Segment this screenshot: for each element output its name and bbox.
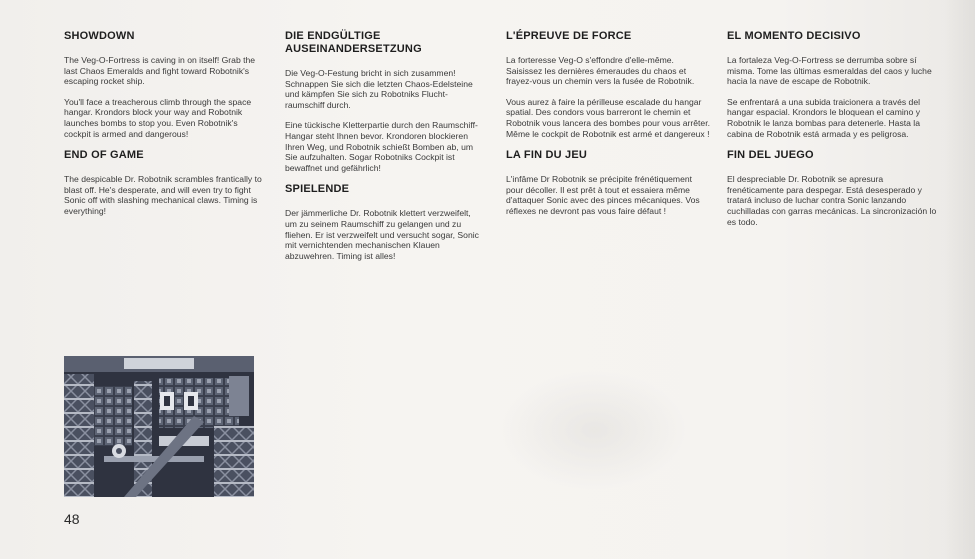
page-edge-shadow bbox=[945, 0, 975, 559]
paragraph: El despreciable Dr. Robotnik se apresura frenéticamente para despegar. Está desesperado y tratará incluso de luchar contra Sonic lanzando cuchilladas con garras mecánicas. La sincronización lo es todo. bbox=[727, 174, 937, 227]
section-heading-spielende: SPIELENDE bbox=[285, 183, 350, 196]
section-heading-epreuve-de-force: L'ÉPREUVE DE FORCE bbox=[506, 30, 632, 42]
paragraph: Eine tückische Kletterpartie durch den Raumschiff-Hangar steht Ihnen bevor. Krondoren blockieren Ihren Weg, und Robotnik schießt Bomben ab, um Sie aufzuhalten. Sogar Robotniks Cockpit ist bewaffnet und gefährlich! bbox=[285, 120, 478, 173]
section-heading-die-endgueltige: DIE ENDGÜLTIGE AUSEINANDERSETZUNG bbox=[285, 30, 422, 55]
page-number: 48 bbox=[64, 511, 80, 527]
section-heading-end-of-game: END OF GAME bbox=[64, 149, 144, 162]
section-heading-la-fin-du-jeu: LA FIN DU JEU bbox=[506, 149, 588, 162]
paragraph: La forteresse Veg-O s'effondre d'elle-même. Saisissez les dernières émeraudes du chaos et frayez-vous un chemin vers la fusée de Robotnik. bbox=[506, 55, 695, 87]
section-heading-el-momento-decisivo: EL MOMENTO DECISIVO bbox=[727, 30, 861, 42]
paragraph: Se enfrentará a una subida traicionera a través del hangar espacial. Krondors le bloquean el camino y Robotnik le lanza bombas para detenerle. Hasta la cabina de Robotnik está armada y es peligrosa. bbox=[727, 96, 921, 139]
section-heading-fin-del-juego: FIN DEL JUEGO bbox=[727, 149, 814, 162]
paragraph: Der jämmerliche Dr. Robotnik klettert verzweifelt, um zu seinem Raumschiff zu gelangen und zu fliehen. Er ist verzweifelt und versucht sogar, Sonic mit vernichtenden mechanischen Klauen abzuwehren. Timing ist alles! bbox=[285, 208, 479, 261]
paragraph: Vous aurez à faire la périlleuse escalade du hangar spatial. Des condors vous barreront le chemin et Robotnik vous lancera des bombes pour vous arrêter. Même le cockpit de Robotnik est armé et dangereux ! bbox=[506, 96, 710, 139]
german-column bbox=[285, 30, 485, 271]
paragraph: La fortaleza Veg-O-Fortress se derrumba sobre sí misma. Tome las últimas esmeraldas del caos y luche hacia la nave de escape de Robotnik. bbox=[727, 55, 932, 87]
page-smudge bbox=[500, 370, 690, 490]
paragraph: You'll face a treacherous climb through the space hangar. Krondors block your way and Robotnik launches bombs to stop you. Even Robotnik's cockpit is armed and dangerous! bbox=[64, 96, 252, 139]
french-column bbox=[506, 30, 711, 227]
paragraph: The Veg-O-Fortress is caving in on itself! Grab the last Chaos Emeralds and fight toward Robotnik's escaping rocket ship. bbox=[64, 55, 256, 87]
english-column bbox=[64, 30, 264, 227]
paragraph: The despicable Dr. Robotnik scrambles frantically to blast off. He's desperate, and will even try to fight Sonic off with slashing mechanical claws. Timing is everything! bbox=[64, 174, 262, 216]
game-screenshot bbox=[64, 356, 254, 497]
paragraph: L'infâme Dr Robotnik se précipite frénétiquement pour décoller. Il est prêt à tout et essaiera même d'attaquer Sonic avec des pinces mécaniques. Vos réflexes ne devront pas vous faire défaut ! bbox=[506, 174, 700, 216]
section-heading-showdown: SHOWDOWN bbox=[64, 30, 135, 42]
paragraph: Die Veg-O-Festung bricht in sich zusammen! Schnappen Sie sich die letzten Chaos-Edelsteine und kämpfen Sie sich zu Robotniks Flucht-raumschiff durch. bbox=[285, 68, 473, 110]
spanish-column bbox=[727, 30, 937, 237]
